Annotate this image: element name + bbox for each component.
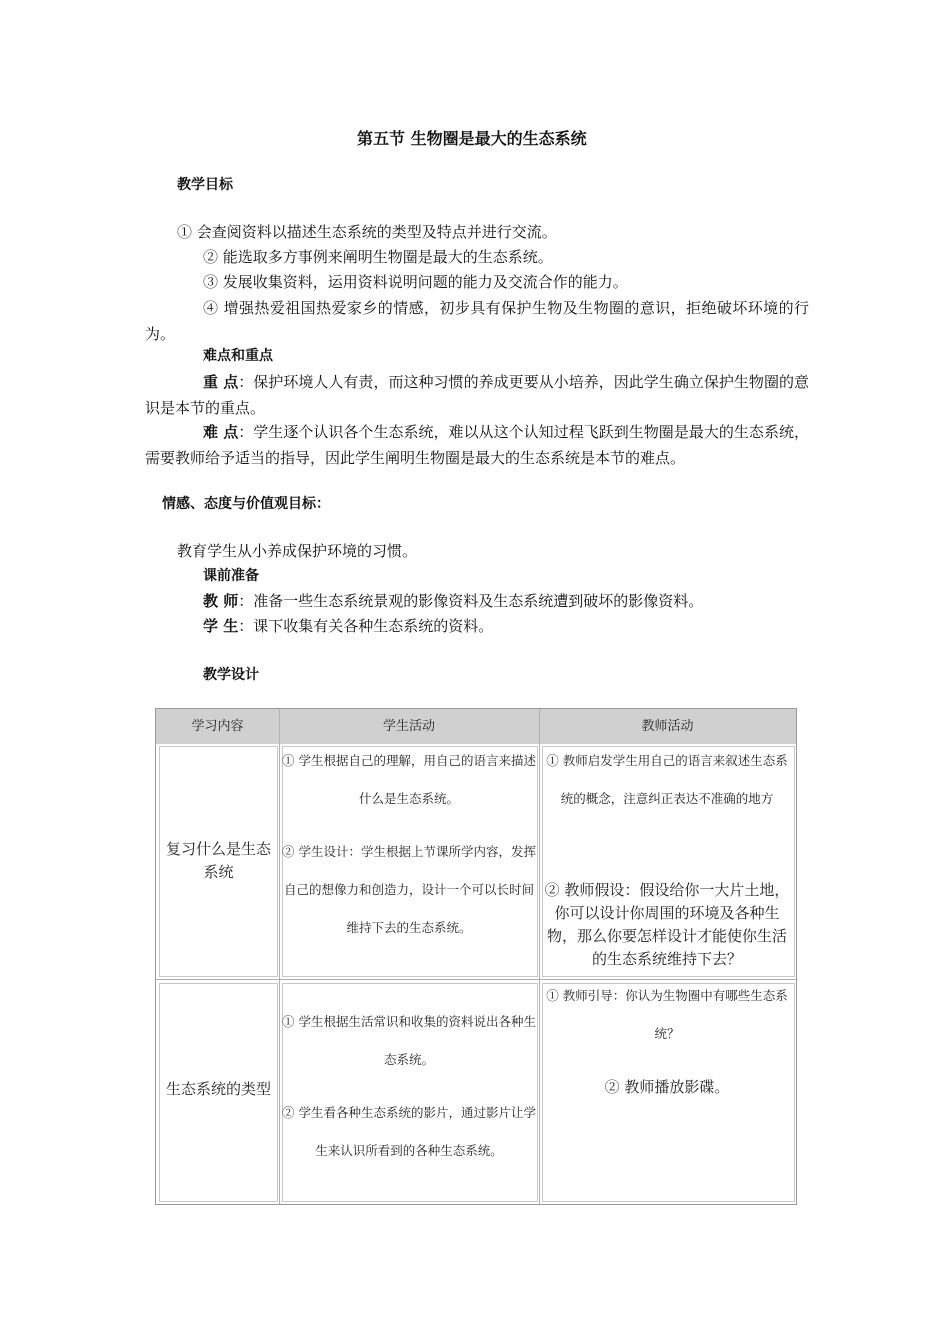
student-activity-text: ① 学生根据自己的理解，用自己的语言来描述什么是生态系统。 (282, 753, 536, 806)
teacher-label: 教 师 (203, 592, 239, 610)
student-label: 学 生 (203, 617, 239, 635)
student-activity-text: ① 学生根据生活常识和收集的资料说出各种生态系统。 (282, 1014, 536, 1067)
student-preparation (203, 616, 493, 636)
focus-label: 重 点 (203, 373, 239, 391)
table-header-row (156, 709, 796, 744)
design-heading: 教学设计 (203, 667, 259, 683)
preparation-heading: 课前准备 (203, 568, 259, 584)
header-student-activity: 学生活动 (382, 719, 435, 734)
teacher-preparation (203, 591, 703, 611)
difficulty-paragraph (145, 419, 809, 471)
values-goal-heading: 情感、态度与价值观目标： (162, 496, 330, 512)
difficulty-label: 难 点 (203, 423, 239, 441)
objective-item: ④ 增强热爱祖国热爱家乡的情感，初步具有保护生物及生物圈的意识，拒绝破坏环境的行为。 (145, 299, 809, 343)
row-content-label: 生态系统的类型 (165, 1080, 271, 1098)
teacher-activity-text: ② 教师假设：假设给你一大片土地，你可以设计你周围的环境及各种生物，那么你要怎样设计才能使你生活的生态系统维持下去？ (544, 881, 790, 968)
row-content-label: 复习什么是生态系统 (165, 840, 271, 881)
objective-item: ① 会查阅资料以描述生态系统的类型及特点并进行交流。 (177, 223, 557, 241)
header-teacher-activity: 教师活动 (641, 719, 694, 734)
column-divider (539, 709, 540, 1204)
difficulty-text: ：学生逐个认识各个生态系统，难以从这个认知过程飞跃到生物圈是最大的生态系统，需要教师给予适当的指导，因此学生阐明生物圈是最大的生态系统是本节的难点。 (145, 423, 809, 467)
header-content: 学习内容 (191, 719, 244, 734)
objective-item: ② 能选取多方事例来阐明生物圈是最大的生态系统。 (203, 248, 553, 266)
teacher-activity-text: ① 教师引导：你认为生物圈中有哪些生态系统？ (546, 988, 788, 1041)
teacher-text: ：准备一些生态系统景观的影像资料及生态系统遭到破坏的影像资料。 (238, 592, 704, 610)
student-activity-text: ② 学生设计：学生根据上节课所学内容，发挥自己的想像力和创造力，设计一个可以长时间维持下去的生态系统。 (282, 844, 536, 935)
key-points-heading: 难点和重点 (203, 348, 273, 364)
teacher-activity-text: ② 教师播放影碟。 (604, 1078, 730, 1096)
student-activity-text: ② 学生看各种生态系统的影片，通过影片让学生来认识所看到的各种生态系统。 (282, 1105, 536, 1158)
focus-paragraph (145, 369, 809, 421)
page-title: 第五节 生物圈是最大的生态系统 (357, 129, 587, 148)
focus-text: ：保护环境人人有责，而这种习惯的养成更要从小培养，因此学生确立保护生物圈的意识是本节的重点。 (145, 373, 809, 417)
objectives-heading: 教学目标 (177, 177, 233, 193)
values-goal-text: 教育学生从小养成保护环境的习惯。 (177, 542, 418, 560)
objective-item: ③ 发展收集资料，运用资料说明问题的能力及交流合作的能力。 (203, 273, 628, 291)
teaching-design-table (155, 708, 797, 1205)
student-text: ：课下收集有关各种生态系统的资料。 (238, 617, 494, 635)
teacher-activity-text: ① 教师启发学生用自己的语言来叙述生态系统的概念，注意纠正表达不准确的地方 (546, 753, 788, 806)
